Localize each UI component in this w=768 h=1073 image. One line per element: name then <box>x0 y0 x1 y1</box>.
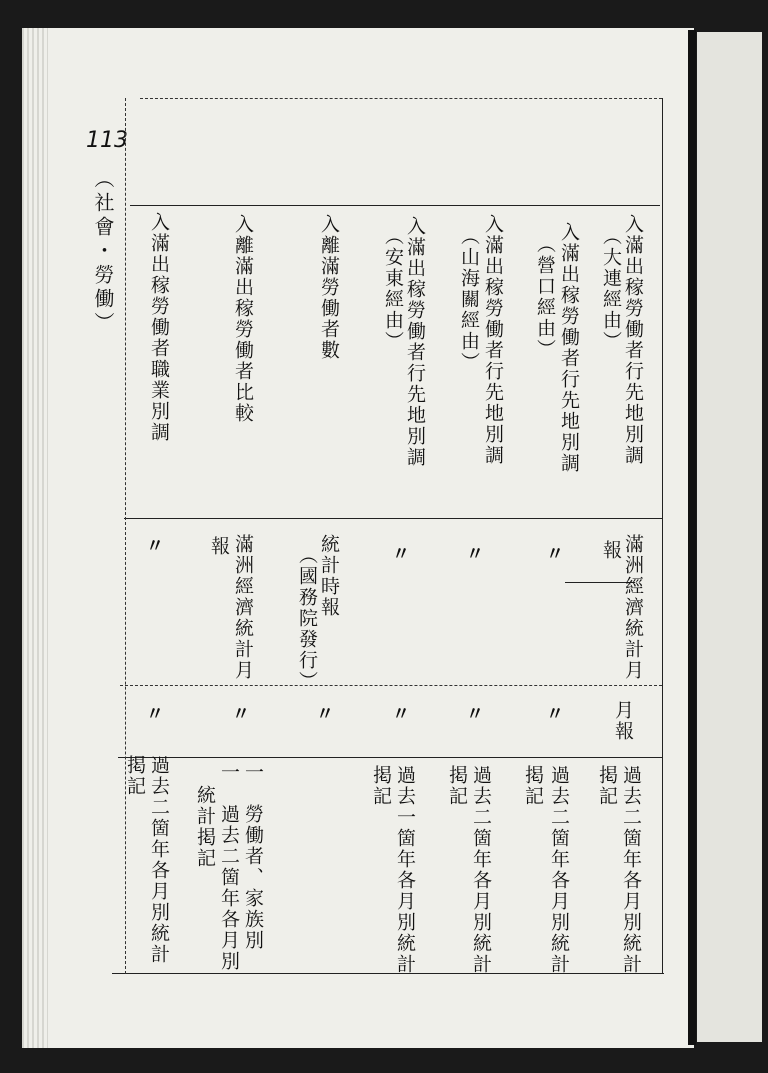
page-number: 113 <box>86 128 128 153</box>
period-column-rule <box>118 757 662 758</box>
note-4-cont: 掲記 <box>370 765 392 807</box>
ditto-mark: 〃 <box>546 704 564 725</box>
table-top-rule <box>140 98 662 99</box>
table-left-rule <box>125 98 126 974</box>
section-label: （社會・勞働） <box>91 168 115 336</box>
ditto-mark: 〃 <box>232 704 250 725</box>
item-title-2: 入滿出稼勞働者行先地別調 <box>558 222 580 474</box>
item-title-4: 入滿出稼勞働者行先地別調 <box>404 216 426 468</box>
note-1: 過去二箇年各月別統計 <box>620 765 642 975</box>
header-band-rule <box>130 205 660 206</box>
adjacent-page-edge <box>697 32 762 1042</box>
ditto-mark: 〃 <box>146 704 164 725</box>
note-2: 過去二箇年各月別統計 <box>548 765 570 975</box>
source-3-cont: 報 <box>208 536 230 557</box>
ditto-mark: 〃 <box>466 704 484 725</box>
item-title-3: 入滿出稼勞働者行先地別調 <box>482 214 504 466</box>
item-sub-3: （山海關經由） <box>458 226 480 373</box>
note-5-line-3: 統計掲記 <box>194 785 216 869</box>
note-3: 過去二箇年各月別統計 <box>470 765 492 975</box>
ditto-mark: 〃 <box>392 544 410 565</box>
item-title-6: 入離滿出稼勞働者比較 <box>232 214 254 424</box>
period-1: 月報 <box>612 700 634 742</box>
note-4: 過去一箇年各月別統計 <box>394 765 416 975</box>
document-page <box>22 28 694 1048</box>
note-6: 過去二箇年各月別統計 <box>148 755 170 965</box>
ditto-mark: 〃 <box>392 704 410 725</box>
source-1: 滿洲經濟統計月 <box>622 534 644 681</box>
item-sub-4: （安東經由） <box>382 226 404 352</box>
note-5-line-1: 一 勞働者、家族別 <box>242 762 264 951</box>
item-title-5: 入離滿勞働者數 <box>318 214 340 361</box>
source-2: 統計時報 <box>318 534 340 618</box>
book-spine <box>688 30 696 1045</box>
source-1-cont: 報 <box>600 540 622 561</box>
note-3-cont: 掲記 <box>446 765 468 807</box>
item-sub-2: （營口經由） <box>534 234 556 360</box>
ditto-mark: 〃 <box>546 544 564 565</box>
ditto-mark: 〃 <box>146 536 164 557</box>
item-title-1: 入滿出稼勞働者行先地別調 <box>622 214 644 466</box>
ditto-mark: 〃 <box>466 544 484 565</box>
note-6-cont: 掲記 <box>124 755 146 797</box>
note-2-cont: 掲記 <box>522 765 544 807</box>
table-right-rule <box>662 98 663 974</box>
source-2-cont: （國務院發行） <box>296 545 318 692</box>
ditto-mark: 〃 <box>316 704 334 725</box>
note-1-cont: 掲記 <box>596 765 618 807</box>
source-3: 滿洲經濟統計月 <box>232 534 254 681</box>
title-column-rule <box>124 518 662 519</box>
item-sub-1: （大連經由） <box>600 226 622 352</box>
source-column-rule <box>120 685 662 686</box>
note-5-line-2: 一 過去二箇年各月別 <box>218 762 240 972</box>
table-bottom-rule <box>112 973 664 974</box>
item-title-7: 入滿出稼勞働者職業別調 <box>148 212 170 443</box>
